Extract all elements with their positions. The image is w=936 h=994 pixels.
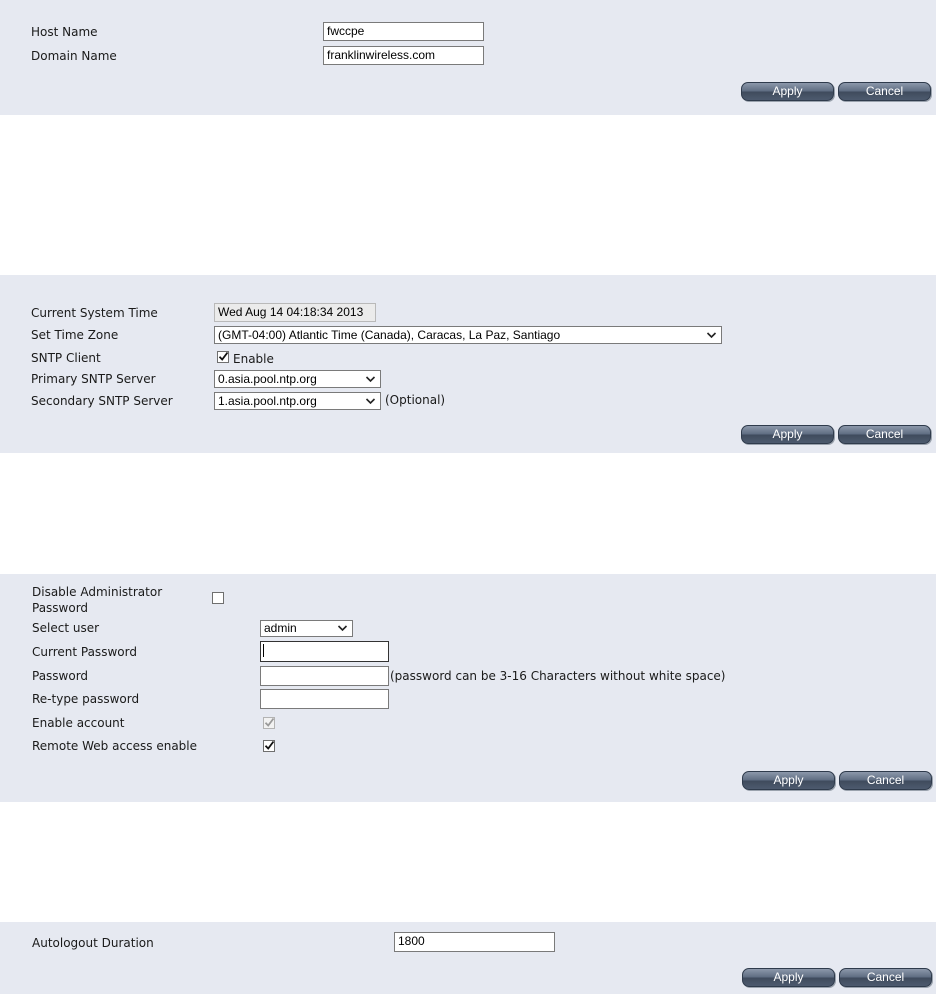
retype-password-input[interactable] — [260, 689, 389, 709]
checkmark-icon — [217, 350, 230, 363]
primary-sntp-select[interactable] — [214, 370, 381, 388]
account-cancel-button[interactable]: Cancel — [839, 771, 932, 790]
secondary-sntp-value: 1.asia.pool.ntp.org — [218, 394, 317, 408]
disable-admin-password-checkbox[interactable] — [212, 592, 224, 604]
autologout-apply-button[interactable]: Apply — [742, 968, 835, 987]
time-zone-select[interactable] — [214, 326, 722, 344]
select-user-select[interactable] — [260, 620, 353, 637]
sntp-client-label: SNTP Client — [31, 351, 101, 365]
current-password-label: Current Password — [32, 645, 137, 659]
autologout-duration-input[interactable]: 1800 — [394, 932, 555, 952]
current-time-field: Wed Aug 14 04:18:34 2013 — [214, 303, 376, 322]
host-apply-button[interactable]: Apply — [741, 82, 834, 101]
domain-name-label: Domain Name — [31, 49, 117, 63]
host-cancel-button[interactable]: Cancel — [838, 82, 931, 101]
time-settings-panel — [0, 275, 936, 453]
secondary-sntp-label: Secondary SNTP Server — [31, 394, 173, 408]
primary-sntp-value: 0.asia.pool.ntp.org — [218, 372, 317, 386]
checkmark-icon — [263, 716, 276, 729]
select-user-value: admin — [264, 621, 297, 635]
chevron-down-icon — [365, 374, 376, 384]
chevron-down-icon — [337, 623, 348, 633]
host-name-label: Host Name — [31, 25, 98, 39]
password-hint: (password can be 3-16 Characters without white space) — [390, 669, 726, 683]
autologout-cancel-button[interactable]: Cancel — [839, 968, 932, 987]
account-apply-button[interactable]: Apply — [742, 771, 835, 790]
sntp-enable-label: Enable — [233, 352, 274, 366]
text-caret — [263, 644, 264, 657]
enable-account-label: Enable account — [32, 716, 125, 730]
time-zone-value: (GMT-04:00) Atlantic Time (Canada), Caracas, La Paz, Santiago — [218, 328, 561, 342]
chevron-down-icon — [365, 396, 376, 406]
disable-admin-password-label: Disable Administrator Password — [32, 585, 163, 615]
remote-access-label: Remote Web access enable — [32, 739, 198, 753]
enable-account-checkbox — [263, 717, 275, 729]
remote-access-checkbox[interactable] — [263, 740, 275, 752]
password-label: Password — [32, 669, 89, 683]
time-apply-button[interactable]: Apply — [741, 425, 834, 444]
host-settings-panel — [0, 0, 936, 115]
chevron-down-icon — [706, 330, 717, 340]
password-input[interactable] — [260, 666, 389, 686]
sntp-enable-checkbox[interactable] — [217, 351, 229, 363]
domain-name-input[interactable]: franklinwireless.com — [323, 46, 484, 65]
autologout-duration-label: Autologout Duration — [32, 936, 154, 950]
account-settings-panel — [0, 574, 936, 802]
optional-label: (Optional) — [385, 393, 446, 407]
select-user-label: Select user — [32, 621, 100, 635]
time-zone-label: Set Time Zone — [31, 328, 119, 342]
time-cancel-button[interactable]: Cancel — [838, 425, 931, 444]
retype-password-label: Re-type password — [32, 692, 140, 706]
autologout-panel — [0, 922, 936, 994]
primary-sntp-label: Primary SNTP Server — [31, 372, 156, 386]
current-password-input[interactable] — [260, 641, 389, 662]
current-time-label: Current System Time — [31, 306, 158, 320]
host-name-input[interactable]: fwccpe — [323, 22, 484, 41]
secondary-sntp-select[interactable] — [214, 392, 381, 410]
checkmark-icon — [263, 739, 276, 752]
